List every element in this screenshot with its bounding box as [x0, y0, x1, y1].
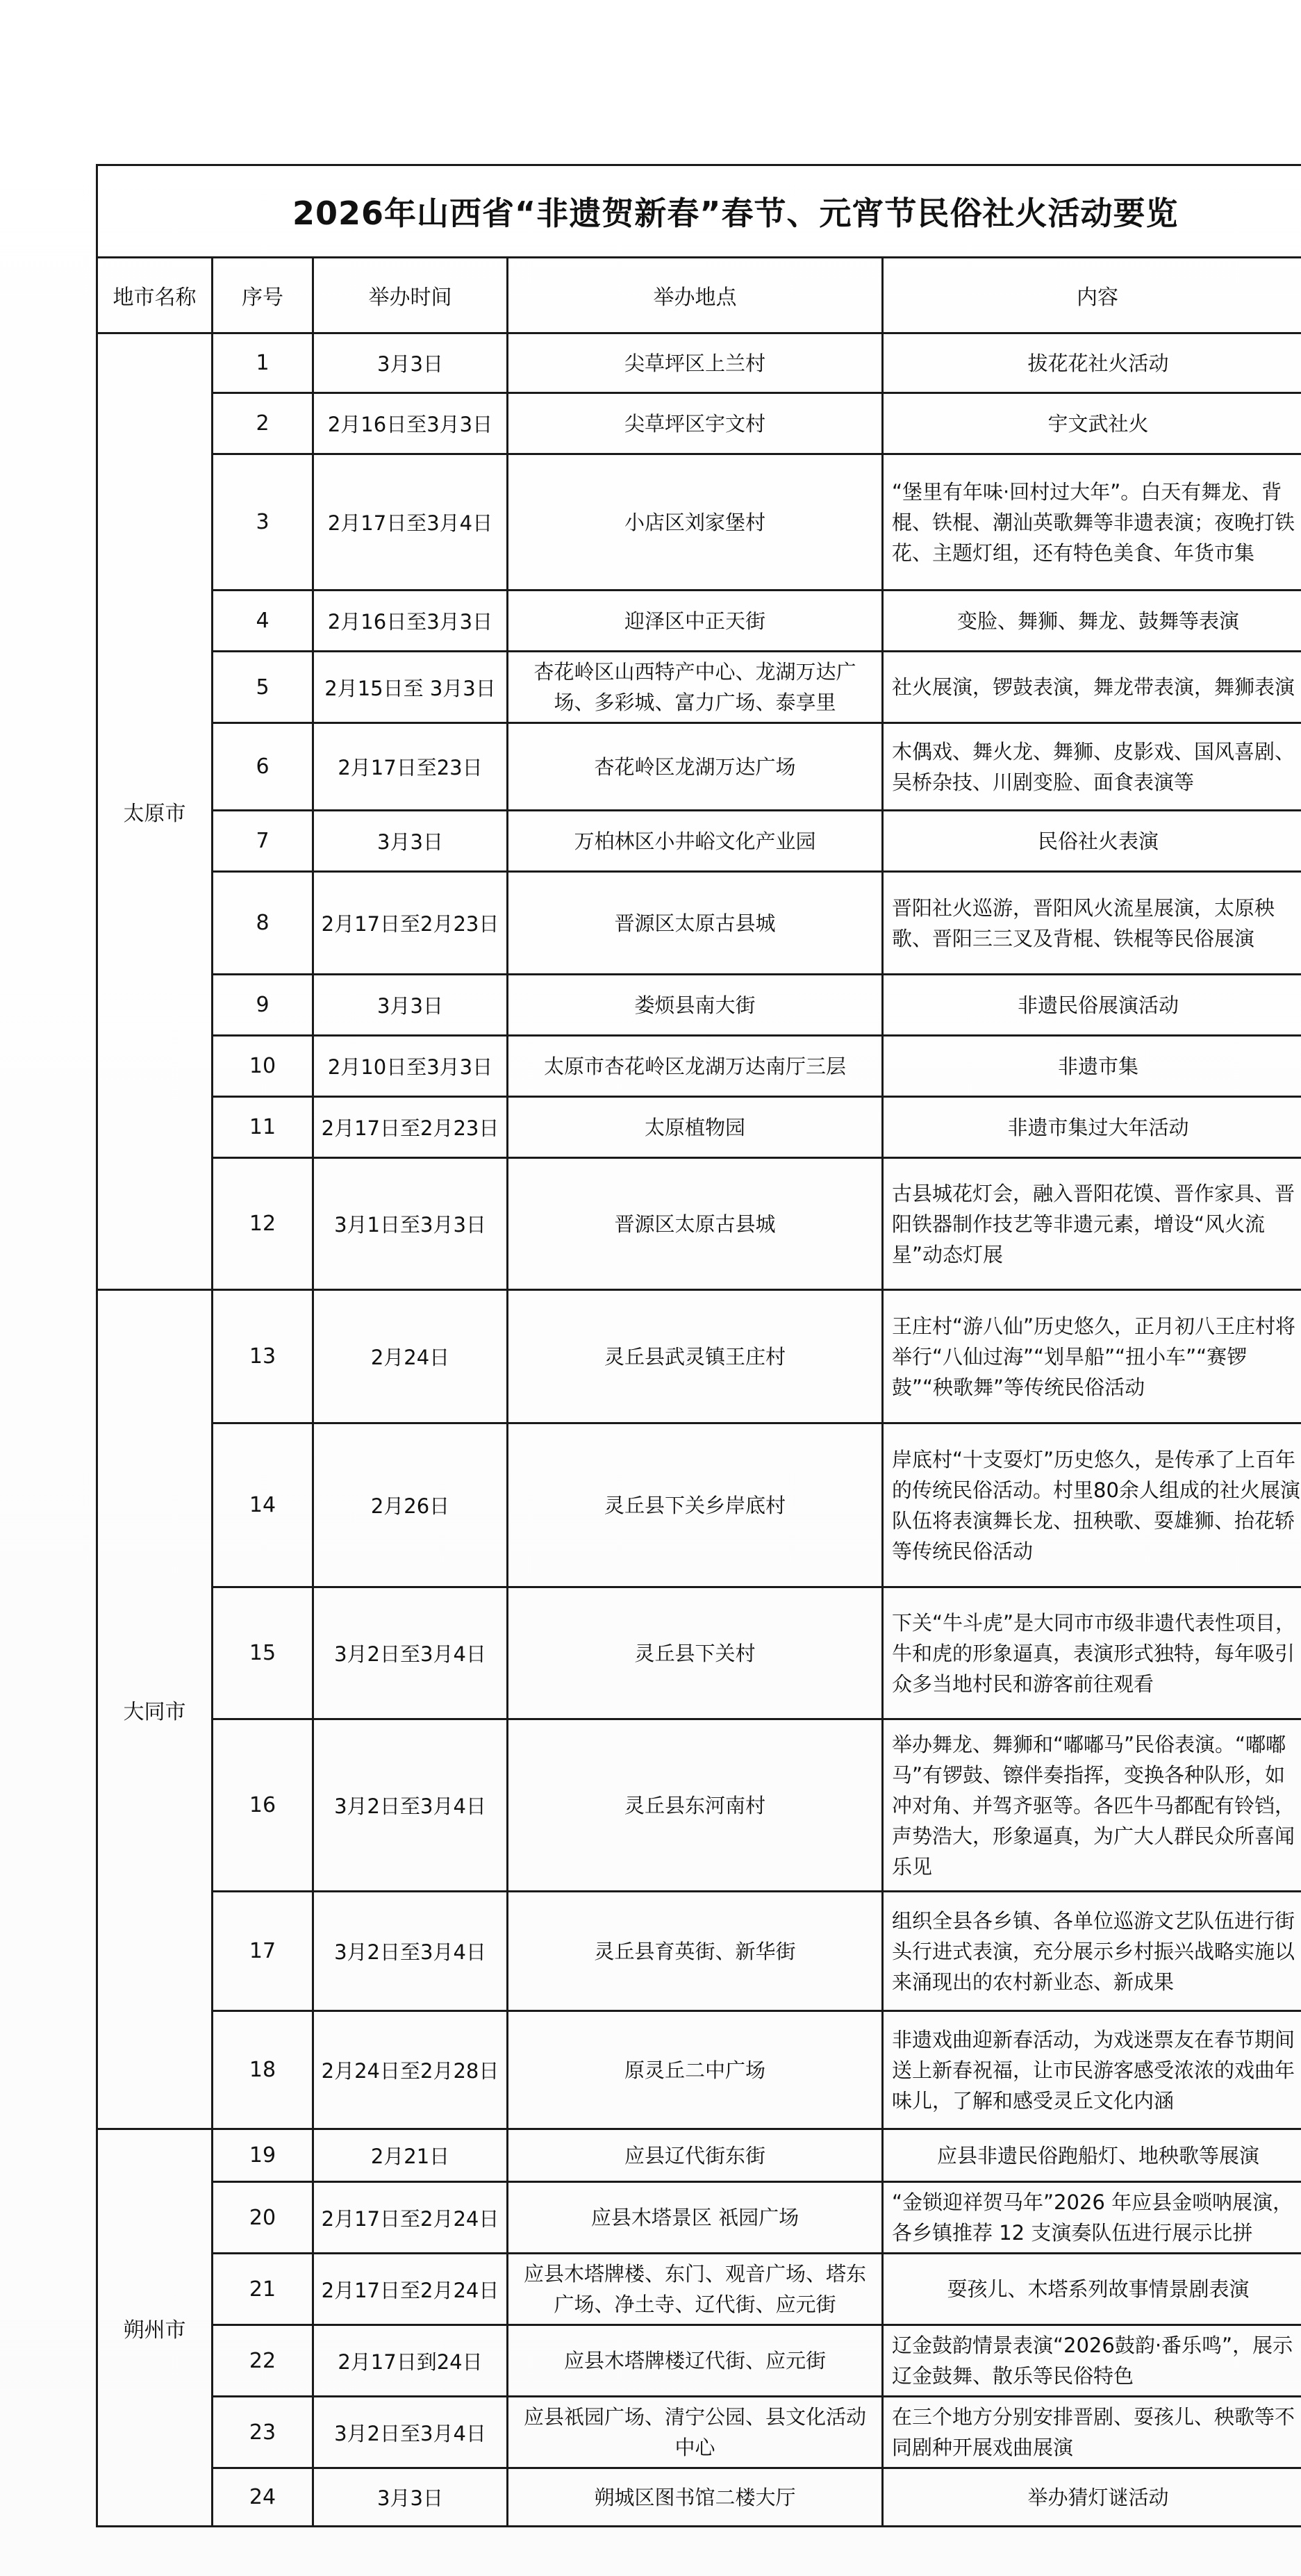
row-date: 2月21日 — [313, 2129, 508, 2182]
row-content: 应县非遗民俗跑船灯、地秧歌等展演 — [883, 2129, 1301, 2182]
row-number: 12 — [213, 1158, 313, 1290]
row-place: 灵丘县武灵镇王庄村 — [508, 1290, 883, 1423]
row-number: 11 — [213, 1097, 313, 1158]
table-row — [97, 872, 1301, 975]
row-place: 灵丘县育英街、新华街 — [508, 1892, 883, 2011]
row-date: 3月2日至3月4日 — [313, 1892, 508, 2011]
row-content: 民俗社火表演 — [883, 811, 1301, 872]
row-content: 变脸、舞狮、舞龙、鼓舞等表演 — [883, 591, 1301, 652]
row-place: 尖草坪区上兰村 — [508, 333, 883, 393]
row-content: 非遗市集 — [883, 1036, 1301, 1097]
row-content: 晋阳社火巡游，晋阳风火流星展演，太原秧歌、晋阳三三叉及背棍、铁棍等民俗展演 — [883, 872, 1301, 975]
column-header-city: 地市名称 — [97, 258, 213, 333]
row-place: 灵丘县东河南村 — [508, 1719, 883, 1892]
table-row — [97, 2182, 1301, 2254]
row-place: 朔城区图书馆二楼大厅 — [508, 2468, 883, 2527]
row-place: 应县木塔牌楼、东门、观音广场、塔东广场、净土寺、辽代街、应元街 — [508, 2254, 883, 2325]
row-date: 2月17日到24日 — [313, 2325, 508, 2397]
row-place: 应县祇园广场、清宁公园、县文化活动中心 — [508, 2397, 883, 2468]
page-title: 2026年山西省“非遗贺新春”春节、元宵节民俗社火活动要览 — [97, 165, 1301, 258]
row-number: 8 — [213, 872, 313, 975]
row-place: 灵丘县下关村 — [508, 1587, 883, 1719]
row-number: 17 — [213, 1892, 313, 2011]
row-number: 5 — [213, 652, 313, 723]
table-row — [97, 1423, 1301, 1587]
column-header-date: 举办时间 — [313, 258, 508, 333]
row-number: 10 — [213, 1036, 313, 1097]
row-date: 3月3日 — [313, 811, 508, 872]
row-date: 2月24日 — [313, 1290, 508, 1423]
row-content: 在三个地方分别安排晋剧、耍孩儿、秧歌等不同剧种开展戏曲展演 — [883, 2397, 1301, 2468]
row-date: 2月17日至2月23日 — [313, 872, 508, 975]
table-row — [97, 454, 1301, 591]
row-number: 1 — [213, 333, 313, 393]
table-row — [97, 591, 1301, 652]
table-row — [97, 2254, 1301, 2325]
row-number: 16 — [213, 1719, 313, 1892]
row-date: 3月3日 — [313, 2468, 508, 2527]
row-date: 2月10日至3月3日 — [313, 1036, 508, 1097]
row-content: “金锁迎祥贺马年”2026 年应县金唢呐展演，各乡镇推荐 12 支演奏队伍进行展示比拼 — [883, 2182, 1301, 2254]
row-place: 太原植物园 — [508, 1097, 883, 1158]
city-cell-datong: 大同市 — [97, 1290, 213, 2129]
row-date: 2月17日至2月23日 — [313, 1097, 508, 1158]
row-number: 19 — [213, 2129, 313, 2182]
row-content: 下关“牛斗虎”是大同市市级非遗代表性项目，牛和虎的形象逼真，表演形式独特，每年吸引众多当地村民和游客前往观看 — [883, 1587, 1301, 1719]
row-number: 24 — [213, 2468, 313, 2527]
row-content: 非遗市集过大年活动 — [883, 1097, 1301, 1158]
row-number: 2 — [213, 393, 313, 454]
row-number: 18 — [213, 2011, 313, 2129]
row-date: 2月17日至2月24日 — [313, 2254, 508, 2325]
table-row — [97, 393, 1301, 454]
row-date: 3月3日 — [313, 333, 508, 393]
table-row — [97, 333, 1301, 393]
title-row — [97, 165, 1301, 258]
row-content: 拔花花社火活动 — [883, 333, 1301, 393]
column-header-content: 内容 — [883, 258, 1301, 333]
row-number: 14 — [213, 1423, 313, 1587]
row-place: 迎泽区中正天街 — [508, 591, 883, 652]
table-row — [97, 2011, 1301, 2129]
row-place: 晋源区太原古县城 — [508, 872, 883, 975]
row-place: 应县木塔景区 祇园广场 — [508, 2182, 883, 2254]
activity-table — [96, 164, 1301, 2527]
table-row — [97, 1036, 1301, 1097]
row-place: 晋源区太原古县城 — [508, 1158, 883, 1290]
table-row — [97, 811, 1301, 872]
row-date: 3月3日 — [313, 975, 508, 1036]
table-row — [97, 1290, 1301, 1423]
row-number: 6 — [213, 723, 313, 811]
row-content: 木偶戏、舞火龙、舞狮、皮影戏、国风喜剧、吴桥杂技、川剧变脸、面食表演等 — [883, 723, 1301, 811]
row-date: 2月17日至3月4日 — [313, 454, 508, 591]
row-date: 2月17日至2月24日 — [313, 2182, 508, 2254]
column-header-number: 序号 — [213, 258, 313, 333]
table-row — [97, 975, 1301, 1036]
row-date: 2月16日至3月3日 — [313, 393, 508, 454]
row-number: 13 — [213, 1290, 313, 1423]
row-place: 灵丘县下关乡岸底村 — [508, 1423, 883, 1587]
row-content: 宇文武社火 — [883, 393, 1301, 454]
table-row — [97, 723, 1301, 811]
row-number: 3 — [213, 454, 313, 591]
table-row — [97, 2325, 1301, 2397]
table-row — [97, 2468, 1301, 2527]
row-date: 3月2日至3月4日 — [313, 2397, 508, 2468]
row-content: 社火展演，锣鼓表演，舞龙带表演，舞狮表演 — [883, 652, 1301, 723]
row-content: 组织全县各乡镇、各单位巡游文艺队伍进行街头行进式表演，充分展示乡村振兴战略实施以来涌现出的农村新业态、新成果 — [883, 1892, 1301, 2011]
row-place: 应县辽代街东街 — [508, 2129, 883, 2182]
row-date: 2月15日至 3月3日 — [313, 652, 508, 723]
table-row — [97, 2129, 1301, 2182]
table-row — [97, 2397, 1301, 2468]
row-date: 2月24日至2月28日 — [313, 2011, 508, 2129]
table-row — [97, 1097, 1301, 1158]
row-content: 王庄村“游八仙”历史悠久，正月初八王庄村将举行“八仙过海”“划旱船”“扭小车”“赛锣鼓”“秧歌舞”等传统民俗活动 — [883, 1290, 1301, 1423]
table-row — [97, 1158, 1301, 1290]
row-place: 太原市杏花岭区龙湖万达南厅三层 — [508, 1036, 883, 1097]
column-header-place: 举办地点 — [508, 258, 883, 333]
row-content: 耍孩儿、木塔系列故事情景剧表演 — [883, 2254, 1301, 2325]
row-content: 辽金鼓韵情景表演“2026鼓韵·番乐鸣”，展示辽金鼓舞、散乐等民俗特色 — [883, 2325, 1301, 2397]
table-row — [97, 1892, 1301, 2011]
row-number: 22 — [213, 2325, 313, 2397]
row-date: 3月1日至3月3日 — [313, 1158, 508, 1290]
row-number: 7 — [213, 811, 313, 872]
row-number: 9 — [213, 975, 313, 1036]
row-content: 非遗戏曲迎新春活动，为戏迷票友在春节期间送上新春祝福，让市民游客感受浓浓的戏曲年味儿，了解和感受灵丘文化内涵 — [883, 2011, 1301, 2129]
row-content: 古县城花灯会，融入晋阳花馍、晋作家具、晋阳铁器制作技艺等非遗元素，增设“风火流星”动态灯展 — [883, 1158, 1301, 1290]
header-row — [97, 258, 1301, 333]
city-cell-shuozhou: 朔州市 — [97, 2129, 213, 2527]
row-date: 2月26日 — [313, 1423, 508, 1587]
row-number: 4 — [213, 591, 313, 652]
row-date: 2月16日至3月3日 — [313, 591, 508, 652]
row-number: 20 — [213, 2182, 313, 2254]
row-date: 3月2日至3月4日 — [313, 1587, 508, 1719]
row-number: 23 — [213, 2397, 313, 2468]
row-place: 小店区刘家堡村 — [508, 454, 883, 591]
table-row — [97, 1587, 1301, 1719]
row-number: 21 — [213, 2254, 313, 2325]
row-date: 2月17日至23日 — [313, 723, 508, 811]
row-content: “堡里有年味·回村过大年”。白天有舞龙、背棍、铁棍、潮汕英歌舞等非遗表演；夜晚打铁花、主题灯组，还有特色美食、年货市集 — [883, 454, 1301, 591]
row-place: 杏花岭区龙湖万达广场 — [508, 723, 883, 811]
row-place: 原灵丘二中广场 — [508, 2011, 883, 2129]
table-row — [97, 1719, 1301, 1892]
row-date: 3月2日至3月4日 — [313, 1719, 508, 1892]
table-row — [97, 652, 1301, 723]
row-content: 非遗民俗展演活动 — [883, 975, 1301, 1036]
row-place: 杏花岭区山西特产中心、龙湖万达广场、多彩城、富力广场、泰享里 — [508, 652, 883, 723]
row-place: 应县木塔牌楼辽代街、应元街 — [508, 2325, 883, 2397]
row-number: 15 — [213, 1587, 313, 1719]
row-content: 举办舞龙、舞狮和“嘟嘟马”民俗表演。“嘟嘟马”有锣鼓、镲伴奏指挥，变换各种队形，如冲对角、并驾齐驱等。各匹牛马都配有铃铛，声势浩大，形象逼真，为广大人群民众所喜闻乐见 — [883, 1719, 1301, 1892]
row-place: 万柏林区小井峪文化产业园 — [508, 811, 883, 872]
city-cell-taiyuan: 太原市 — [97, 333, 213, 1290]
row-content: 举办猜灯谜活动 — [883, 2468, 1301, 2527]
row-place: 娄烦县南大街 — [508, 975, 883, 1036]
row-content: 岸底村“十支耍灯”历史悠久，是传承了上百年的传统民俗活动。村里80余人组成的社火展演队伍将表演舞长龙、扭秧歌、耍雄狮、抬花轿等传统民俗活动 — [883, 1423, 1301, 1587]
row-place: 尖草坪区宇文村 — [508, 393, 883, 454]
